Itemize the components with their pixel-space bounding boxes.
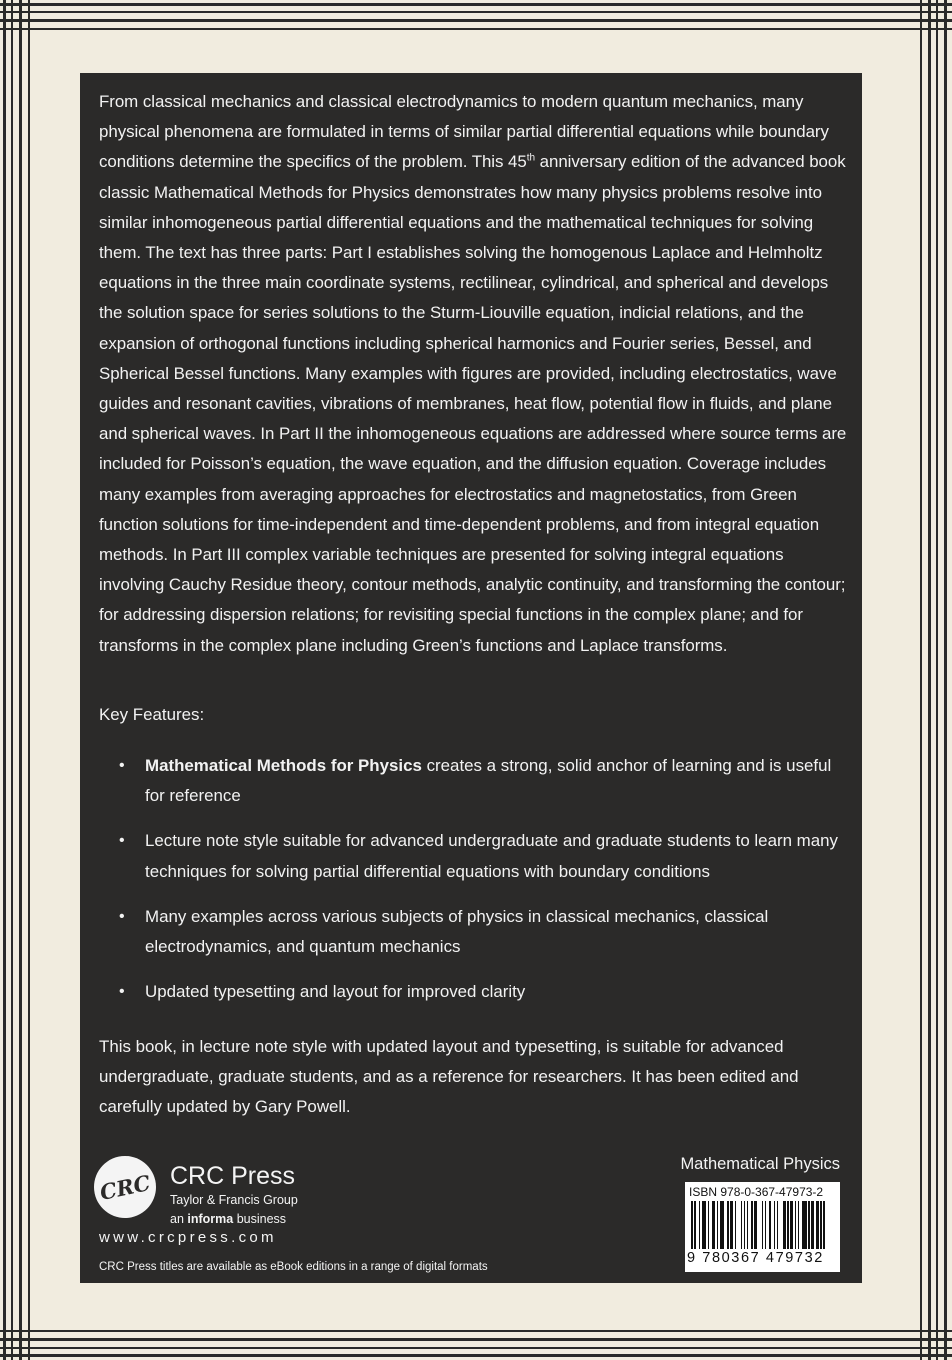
list-item: • Updated typesetting and layout for improved clarity — [99, 977, 839, 1007]
frame-line — [928, 0, 931, 1360]
frame-line — [920, 0, 922, 1360]
frame-line — [944, 0, 947, 1360]
publisher-name: CRC Press — [170, 1162, 296, 1190]
frame-line — [3, 0, 6, 1360]
frame-line — [0, 28, 952, 30]
list-item: • Mathematical Methods for Physics creates a strong, solid anchor of learning and is useful for reference — [99, 751, 839, 811]
frame-line — [11, 0, 13, 1360]
list-item: • Many examples across various subjects of physics in classical mechanics, classical electrodynamics, and quantum mechanics — [99, 902, 839, 962]
frame-line — [0, 1338, 952, 1341]
ean-digits: 9 780367 479732 — [687, 1250, 824, 1266]
frame-line — [28, 0, 30, 1360]
publisher-group: Taylor & Francis Group — [170, 1193, 298, 1207]
frame-line — [0, 1330, 952, 1332]
isbn-barcode — [685, 1182, 840, 1272]
publisher-url[interactable]: www.crcpress.com — [99, 1229, 277, 1246]
frame-line — [0, 19, 952, 22]
barcode-bars — [691, 1201, 834, 1249]
bullet-icon: • — [119, 832, 125, 850]
barcode-bar — [825, 1201, 827, 1249]
closing-paragraph: This book, in lecture note style with updated layout and typesetting, is suitable for advanced undergraduate, graduate students, and as a reference for researchers. It has been edited and carefully updated by Gary Powell. — [99, 1037, 799, 1117]
publisher-business: an informa business — [170, 1212, 287, 1226]
bullet-icon: • — [119, 983, 125, 1001]
crc-logo: CRC — [88, 1150, 162, 1224]
back-cover-panel — [80, 73, 862, 1283]
subject-category: Mathematical Physics — [680, 1155, 840, 1173]
frame-line — [19, 0, 22, 1360]
key-features-heading: Key Features: — [99, 705, 205, 724]
bullet-icon: • — [119, 907, 125, 925]
isbn-label: ISBN 978-0-367-47973-2 — [689, 1185, 824, 1199]
book-description: From classical mechanics and classical electrodynamics to modern quantum mechanics, many physical phenomena are formulated in terms of similar partial differential equations while boundary conditions determine the specifics of the problem. This 45th anniversary edition of the advanced book classic Mathematical Methods for Physics demonstrates how many physics problems resolve into similar inhomogeneous partial differential equations and the mathematical techniques for solving them. The text has three parts: Part I establishes solving the homogenous Laplace and Helmholtz equations in the three main coordinate systems, rectilinear, cylindrical, and spherical and develops the solution space for series solutions to the Sturm-Liouville equation, indicial relations, and the expansion of orthogonal functions including spherical harmonics and Fourier series, Bessel, and Spherical Bessel functions. Many examples with figures are provided, including electrostatics, wave guides and resonant cavities, vibrations of membranes, heat flow, potential flow in fluids, and plane and spherical waves. In Part II the inhomogeneous equations are addressed where source terms are included for Poisson’s equation, the wave equation, and the diffusion equation. Coverage includes many examples from averaging approaches for electrostatics and magnetostatics, from Green function solutions for time-independent and time-dependent problems, and from integral equation methods. In Part III complex variable techniques are presented for solving integral equations involving Cauchy Residue theory, contour methods, analytic continuity, and transforming the contour; for addressing dispersion relations; for revisiting special functions in the complex plane; and for transforms in the complex plane including Green’s functions and Laplace transforms. — [99, 92, 847, 655]
frame-line — [0, 11, 952, 13]
frame-line — [936, 0, 938, 1360]
key-features-list — [99, 751, 839, 1022]
ebook-note: CRC Press titles are available as eBook editions in a range of digital formats — [99, 1261, 488, 1273]
frame-line — [0, 1354, 952, 1357]
frame-line — [0, 1347, 952, 1349]
frame-line — [0, 3, 952, 6]
list-item: • Lecture note style suitable for advanced undergraduate and graduate students to learn many techniques for solving partial differential equations with boundary conditions — [99, 826, 839, 886]
bullet-icon: • — [119, 757, 125, 774]
